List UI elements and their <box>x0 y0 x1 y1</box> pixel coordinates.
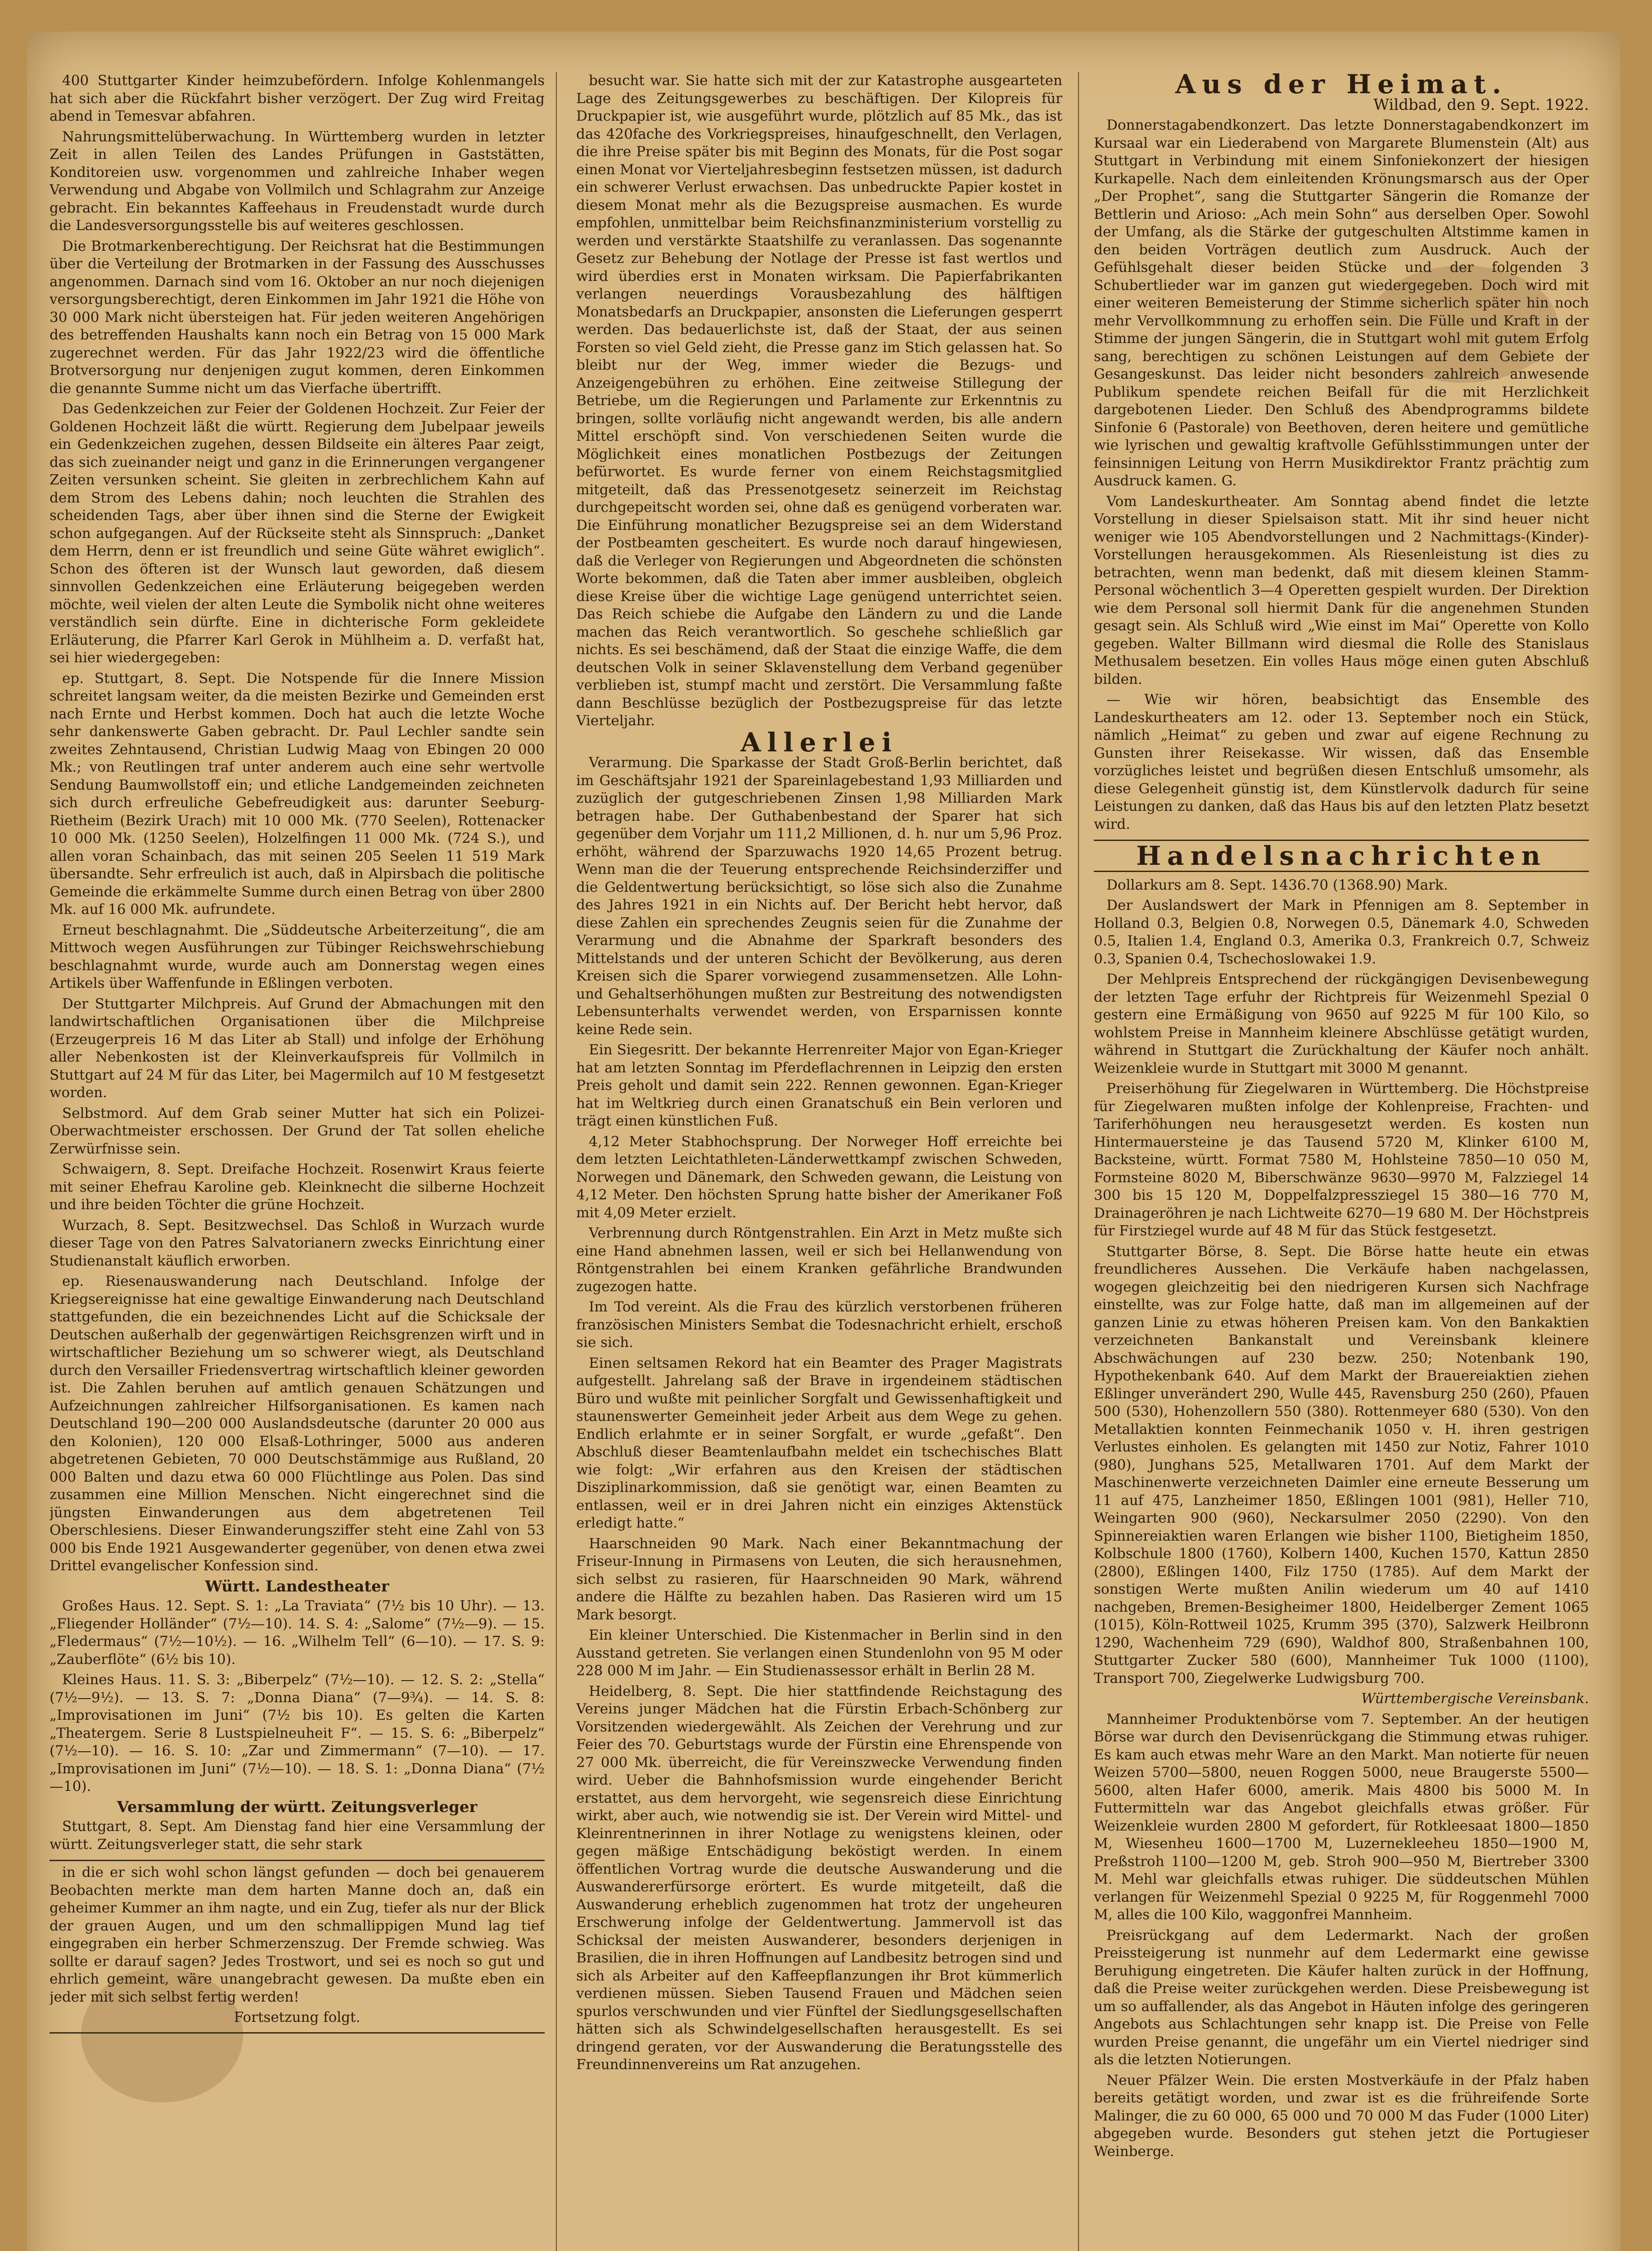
stuttgarter-boerse: Stuttgarter Börse, 8. Sept. Die Börse hatte heute ein etwas freundlicheres Aussehen. Die Verkäufe haben nachgelassen, wogegen gleichzeitig bei den niedrigeren Kursen sich Nachfrage einstellte, was zur Folge hatte, daß man im allgemeinen auf der ganzen Linie zu etwas höheren Preisen kam. Von den Bankaktien verzeichneten Bankanstalt und Vereinsbank kleinere Abschwächungen auf 230 bezw. 250; Notenbank 190, Hypothekenbank 640. Auf dem Markt der Brauereiaktien ziehen Eßlinger unverändert 290, Wulle 445, Ravensburg 250 (260), Pfauen 500 (530), Hohenzollern 550 (380). Rottenmeyer 680 (530). Von den Metallaktien konnten Feinmechanik 1050 v. H. ihren gestrigen Verlustes einholen. Es gelangten mit 1450 zur Notiz, Fahrer 1010 (980), Junghans 525, Metallwaren 1701. Auf dem Markt der Maschinenwerte verzeichneten Daimler eine erneute Besserung um 11 auf 475, Lanzheimer 1850, Eßlingen 1001 (981), Heller 710, Weingarten 900 (960), Neckarsulmer 2050 (2290). Von den Spinnereiaktien waren Erlangen wie bisher 1100, Bietigheim 1850, Kolbschule 1800 (1760), Kolbern 1400, Kuchen 1570, Kattun 2850 (2800), Eßlingen 1400, Filz 1750 (1785). Auf dem Markt der sonstigen Werte mußten Anilin wiederum um 40 auf 1410 nachgeben, Bremen-Besigheimer 1800, Heidelberger Zement 1065 (1015), Köln-Rottweil 1025, Krumm 395 (370), Salzwerk Heilbronn 1290, Wachenheim 729 (690), Waldhof 800, Straßenbahnen 100, Stuttgarter Zucker 580 (600), Mannheimer Tuk 1000 (1100), Transport 700, Ziegelwerke Ludwigsburg 700. <box>1094 1243 1589 1686</box>
boerse-signature: Württembergische Vereinsbank. <box>1361 1691 1589 1707</box>
mehlpreis: Der Mehlpreis Entsprechend der rückgängigen Devisenbewegung der letzten Tage erfuhr der Richtpreis für Weizenmehl Spezial 0 gestern eine Ermäßigung von 9650 auf 9225 M für 100 Kilo, so wohlstem Preise in Mannheim kleinere Abschlüsse getätigt wurden, während in Stuttgart die Zurückhaltung der Käufer noch anhält. Weizenkleie wurde in Stuttgart mit 3000 M genannt. <box>1094 971 1589 1076</box>
article-unterschied: Ein kleiner Unterschied. Die Kistenmacher in Berlin sind in den Ausstand getreten. Sie verlangen einen Stundenlohn von 95 M oder 228 000 M im Jahr. — Ein Studienassessor erhält in Berlin 28 M. <box>576 1627 1062 1679</box>
article-gedenkzeichen: Das Gedenkzeichen zur Feier der Goldenen Hochzeit. Zur Feier der Goldenen Hochzeit läßt die württ. Regierung dem Jubelpaar jeweils ein Gedenkzeichen zugehen, dessen Bildseite ein älteres Paar zeigt, das sich zueinander neigt und ganz in die Erinnerungen vergangener Zeiten versunken scheint. Sie gleiten in zerbrechlichem Kahn auf dem Strom des Lebens dahin; noch leuchten die Strahlen des scheidenden Tags, aber über ihnen sind die Sterne der Ewigkeit schon aufgegangen. Auf der Rückseite steht als Sinnspruch: „Danket dem Herrn, denn er ist freundlich und seine Güte währet ewiglich“. Schon des öfteren ist der Wunsch laut geworden, daß diesem sinnvollen Gedenkzeichen eine Erläuterung beigegeben werden möchte, weil vielen der alten Leute die Symbolik nicht ohne weiteres verständlich sein dürfte. Eine in dichterische Form gekleidete Erläuterung, die Pfarrer Karl Gerok in Mühlheim a. D. verfaßt hat, sei hier wiedergegeben: <box>50 401 545 666</box>
article-text: 400 Stuttgarter Kinder heimzubefördern. Infolge Kohlenmangels hat sich aber die Rückfahrt bisher verzögert. Der Zug wird Freitag abend in Temesvar abfahren. <box>50 72 545 124</box>
article-konzert: Donnerstagabendkonzert. Das letzte Donnerstagabendkonzert im Kursaal war ein Liederabend von Margarete Blumenstein (Alt) aus Stuttgart in Verbindung mit einem Sinfoniekonzert der hiesigen Kurkapelle. Nach dem einleitenden Krönungsmarsch aus der Oper „Der Prophet“, sang die Stuttgarter Sängerin die Romanze der Bettlerin und Arioso: „Ach mein Sohn“ aus derselben Oper. Sowohl der Umfang, als die Stärke der gutgeschulten Altstimme kamen in den beiden Vorträgen deutlich zum Ausdruck. Auch der Gefühlsgehalt dieser beiden Stücke und der folgenden 3 Schubertlieder war im ganzen gut wiedergegeben. Doch wird mit einer weiteren Bemeisterung der Stimme sicherlich später hin noch mehr Vervollkommnung zu erhoffen sein. Die Fülle und Kraft in der Stimme der jungen Sängerin, die in Stuttgart wohl mit gutem Erfolg sang, berechtigen zu schönen Leistungen auf dem Gebiete der Gesangeskunst. Das leider nicht besonders zahlreich anwesende Publikum spendete reichen Beifall für die mit Herzlichkeit dargebotenen Lieder. Den Schluß des Abendprogramms bildete Sinfonie 6 (Pastorale) von Beethoven, deren heitere und gemütliche wie lyrischen und gewaltig kraftvolle Gefühlsstimmungen unter der feinsinnigen Leitung von Herrn Musikdirektor Frantz prächtig zum Ausdruck kamen. G. <box>1094 117 1589 489</box>
newspaper-page <box>27 32 1620 2251</box>
verleger-continued: besucht war. Sie hatte sich mit der zur Katastrophe ausgearteten Lage des Zeitungsgewerbes zu beschäftigen. Der Kilopreis für Druckpapier ist, wie ausgeführt wurde, plötzlich auf 85 Mk., das ist das 420fache des Vorkriegspreises, hinaufgeschnellt, den Verlagen, die ihre Preise später bis mit Beginn des Monats, für die Post sogar einen Monat vor Vierteljahresbeginn festsetzen müssen, ist dadurch ein schwerer Verlust erwachsen. Das unbedruckte Papier kostet in diesem Monat mehr als die Bezugspreise ausmachen. Es wurde empfohlen, unmittelbar beim Reichsfinanzministerium vorstellig zu werden und verstärkte Staatshilfe zu veranlassen. Das sogenannte Gesetz zur Behebung der Notlage der Presse ist fast wertlos und wird überdies erst in Monaten wirksam. Die Papierfabrikanten verlangen neuerdings Vorausbezahlung des hälftigen Monatsbedarfs an Druckpapier, ansonsten die Lieferungen gesperrt werden. Das bedauerlichste ist, daß der Staat, der aus seinen Forsten so viel Geld zieht, die Presse ganz im Stich gelassen hat. So bleibt nur der Weg, immer wieder die Bezugs- und Anzeigengebühren zu erhöhen. Eine zeitweise Stillegung der Betriebe, um die Regierungen und Parlamente zur Erkenntnis zu bringen, sollte vorläufig nicht angewandt werden, bis alle andern Mittel erschöpft sind. Von verschiedenen Seiten wurde die Möglichkeit eines monatlichen Postbezugs der Zeitungen befürwortet. Es wurde ferner von einem Reichstagsmitglied mitgeteilt, daß das Pressenotgesetz seinerzeit im Reichstag durchgepeitscht worden sei, ohne daß es genügend vorberaten war. Die Einführung monatlicher Bezugspreise sei an dem Widerstand der Postbeamten gescheitert. Es wurde noch darauf hingewiesen, daß die Verleger von Regierungen und Abgeordneten die schönsten Worte bekommen, daß die Taten aber immer ausbleiben, obgleich diese Kreise über die wichtige Lage genügend unterrichtet seien. Das Reich schiebe die Aufgabe den Ländern zu und die Lande machen das Reich verantwortlich. So geschehe schließlich gar nichts. Es sei beschämend, daß der Staat die einzige Waffe, die dem deutschen Volk in seiner Sklavenstellung dem Verband gegenüber verblieben ist, stumpf macht und zerstört. Die Versammlung faßte dann Beschlüsse bezüglich der Postbezugspreise für das letzte Vierteljahr. <box>576 72 1062 729</box>
dollarkurs: Dollarkurs am 8. Sept. 1436.70 (1368.90) Mark. <box>1106 877 1448 893</box>
article-beschlagnahmt: Erneut beschlagnahmt. Die „Süddeutsche Arbeiterzeitung“, die am Mittwoch wegen Ausführungen zur Tübinger Reichswehrschiebung beschlagnahmt wurde, wurde auch am Donnerstag wegen eines Artikels über Waffenfunde in Eßlingen verboten. <box>50 922 545 991</box>
article-landeskurtheater: Vom Landeskurtheater. Am Sonntag abend findet die letzte Vorstellung in dieser Spielsaison statt. Mit ihr sind heuer nicht weniger wie 105 Abendvorstellungen und 2 Nachmittags-(Kinder)-Vorstellungen herausgekommen. Als Riesenleistung ist dies zu betrachten, wenn man bedenkt, daß mit diesem kleinen Stamm-Personal wöchentlich 3—4 Operetten gespielt wurden. Der Direktion wie dem Personal soll hiermit Dank für die angenehmen Stunden gesagt sein. Als Schluß wird „Wie einst im Mai“ Operette von Kollo gegeben. Walter Billmann wird diesmal die Rolle des Stanislaus Methusalem besetzen. Ein volles Haus möge einen guten Abschluß bilden. <box>1094 493 1589 687</box>
article-rekord: Einen seltsamen Rekord hat ein Beamter des Prager Magistrats aufgestellt. Jahrelang saß der Brave in irgendeinem städtischen Büro und wußte mit peinlicher Sorgfalt und Gewissenhaftigkeit und staunenswerter Gemeinheit jeder Arbeit aus dem Wege zu gehen. Endlich erlahmte er in seiner Sorgfalt, er wurde „gefaßt“. Den Abschluß dieser Beamtenlaufbahn meldet ein tschechisches Blatt wie folgt: „Wir erfahren aus den Kreisen der städtischen Disziplinarkommission, daß sie genötigt war, einen Beamten zu entlassen, weil er in drei Jahren nicht ein einziges Aktenstück erledigt hatte.“ <box>576 1355 1062 1531</box>
article-heidelberg: Heidelberg, 8. Sept. Die hier stattfindende Reichstagung des Vereins junger Mädchen hat die Fürstin Erbach-Schönberg zur Vorsitzenden wiedergewählt. Als Zeichen der Verehrung und zur Feier des 70. Geburtstags wurde der Fürstin eine Ehrenspende von 27 000 Mk. überreicht, die für Vereinszwecke Verwendung finden wird. Ueber die Bahnhofsmission wurde eingehender Bericht erstattet, aus dem hervorgeht, wie segensreich diese Einrichtung wirkt, aber auch, wie notwendig sie ist. Der Verein wird Mittel- und Kleinrentnerinnen in ihrer Notlage zu wenigstens kleinen, oder gegen mäßige Entschädigung beköstigt werden. In einem öffentlichen Vortrag wurde die deutsche Auswanderung und die Auswandererfürsorge erörtert. Es wurde mitgeteilt, daß die Auswanderung erheblich zugenommen hat trotz der ungeheuren Erschwerung infolge der Geldentwertung. Jammervoll ist das Schicksal der meisten Auswanderer, besonders derjenigen in Brasilien, die in ihren Hoffnungen auf Landbesitz betrogen sind und sich als Arbeiter auf den Kaffeepflanzungen ihr Brot kümmerlich verdienen müssen. Sieben Tausend Frauen und Mädchen seien spurlos verschwunden und vier Fünftel der Siedlungsgesellschaften hätten sich als Schwindelgesellschaften herausgestellt. Es sei dringend geraten, vor der Auswanderung die Beratungsstelle des Freundinnenvereins um Rat anzugehen. <box>576 1683 1062 2073</box>
article-tod-vereint: Im Tod vereint. Als die Frau des kürzlich verstorbenen früheren französischen Ministers Sembat die Todesnachricht erhielt, erschoß sie sich. <box>576 1299 1062 1351</box>
novel-text: in die er sich wohl schon längst gefunden — doch bei genauerem Beobachten merkte man dem harten Manne doch an, daß ein geheimer Kummer an ihm nagte, und ein Zug, tiefer als nur der Blick der grauen Augen, und um den schmallippigen Mund lag tief eingegraben ein herber Schmerzenszug. Der Fremde schwieg. Was sollte er darauf sagen? Jedes Trostwort, und sei es noch so gut und ehrlich gemeint, wäre unangebracht gewesen. Da mußte eben ein jeder mit sich selbst fertig werden! <box>50 1864 545 2005</box>
verleger-text: Stuttgart, 8. Sept. Am Dienstag fand hier eine Versammlung der württ. Zeitungsverleger statt, die sehr stark <box>50 1818 545 1853</box>
ziegelwaren: Preiserhöhung für Ziegelwaren in Württemberg. Die Höchstpreise für Ziegelwaren mußten infolge der Kohlenpreise, Frachten- und Tariferhöhungen neu herausgesetzt werden. Es kosten nun Hintermauersteine je das Tausend 5720 M, Klinker 6100 M, Backsteine, württ. Format 7580 M, Hohlsteine 7850—10 050 M, Formsteine 8020 M, Biberschwänze 9630—9970 M, Falzziegel 14 300 bis 15 120 M, Doppelfalzpressziegel 15 380—16 770 M, Drainageröhren je nach Lichtweite 6270—19 680 M. Der Höchstpreis für Firstziegel wurde auf 48 M für das Stück festgesetzt. <box>1094 1080 1589 1239</box>
serial-novel <box>50 1860 545 2034</box>
column-2 <box>576 72 1062 2251</box>
article-selbstmord: Selbstmord. Auf dem Grab seiner Mutter hat sich ein Polizei-Oberwachtmeister erschossen. Der Grund der Tat sollen eheliche Zerwürfnisse sein. <box>50 1105 545 1157</box>
article-verarmung: Verarmung. Die Sparkasse der Stadt Groß-Berlin berichtet, daß im Geschäftsjahr 1921 der Spareinlagebestand 1,93 Milliarden und zuzüglich der gutgeschriebenen Zinsen 1,98 Milliarden Mark betragen habe. Der Guthabenbestand der Sparer hat sich gegenüber dem Vorjahr um 111,2 Millionen, d. h. nur um 5,96 Proz. erhöht, während der Sparzuwachs 1920 14,65 Prozent betrug. Wenn man die der Teuerung entsprechende Reichsinderziffer und die Geldentwertung berücksichtigt, so löse sich also die Zunahme des Jahres 1921 in ein Nichts auf. Der Bericht hebt hervor, daß diese Zahlen ein sprechendes Zeugnis seien für die Zunahme der Verarmung und die Abnahme der Sparkraft besonders des Mittelstands und der unteren Schicht der Bevölkerung, aus deren Kreisen sich die Sparer vorwiegend zusammensetzen. Alle Lohn- und Gehaltserhöhungen mußten zur Bestreitung des notwendigsten Lebensunterhalts verwendet werden, von Ersparnissen konnte keine Rede sein. <box>576 755 1062 1038</box>
column-rule <box>1078 72 1079 2251</box>
article-stabhochsprung: 4,12 Meter Stabhochsprung. Der Norweger Hoff erreichte bei dem letzten Leichtathleten-Länderwettkampf zwischen Schweden, Norwegen und Dänemark, den Schweden gewann, die Leistung von 4,12 Meter. Den höchsten Sprung hatte bisher der Amerikaner Foß mit 4,09 Meter erzielt. <box>576 1133 1062 1221</box>
verleger-heading: Versammlung der württ. Zeitungsverleger <box>117 1798 478 1816</box>
produktenboerse: Mannheimer Produktenbörse vom 7. September. An der heutigen Börse war durch den Devisenrückgang die Stimmung etwas ruhiger. Es kam auch etwas mehr Ware an den Markt. Man notierte für neuen Weizen 5700—5800, neuen Roggen 5000, neue Braugerste 5500—5600, alten Hafer 6000, amerik. Mais 4800 bis 5000 M. In Futtermitteln war das Angebot gleichfalls etwas größer. Für Weizenkleie wurden 2800 M gefordert, für Rotkleesaat 1800—1850 M, Wiesenheu 1600—1700 M, Luzernekleeheu 1850—1900 M, Preßstroh 1100—1200 M, geb. Stroh 900—950 M, Biertreber 3300 M. Mehl war gleichfalls etwas ruhiger. Die süddeutschen Mühlen verlangen für Weizenmehl Spezial 0 9225 M, für Roggenmehl 7000 M, alles die 100 Kilo, waggonfrei Mannheim. <box>1094 1711 1589 1923</box>
article-heimat-stueck: — Wie wir hören, beabsichtigt das Ensemble des Landeskurtheaters am 12. oder 13. September noch ein Stück, nämlich „Heimat“ zu geben und zwar auf eigene Rechnung zu Gunsten ihrer Reisekasse. Wir wissen, daß das Ensemble vorzügliches leistet und begrüßen diesen Entschluß umsomehr, als diese Gelegenheit günstig ist, dem Künstlervolk dadurch für seine Leistungen zu danken, daß das Haus bis auf den letzten Platz besetzt wird. <box>1094 692 1589 832</box>
article-besitzwechsel: Wurzach, 8. Sept. Besitzwechsel. Das Schloß in Wurzach wurde dieser Tage von den Patres Salvatorianern zwecks Einrichtung einer Studienanstalt käuflich erworben. <box>50 1217 545 1269</box>
handels-heading: Handelsnachrichten <box>1136 841 1547 871</box>
ledermarkt: Preisrückgang auf dem Ledermarkt. Nach der großen Preissteigerung ist nunmehr auf dem Ledermarkt eine gewisse Beruhigung eingetreten. Die Käufer halten zurück in der Hoffnung, daß die Preise weiter zurückgehen werden. Diese Preisbewegung ist um so auffallender, als das Angebot in Häuten infolge des geringeren Angebots aus Schlachtungen sehr knapp ist. Die Preise von Felle wurden Preise genannt, die ungefähr um ein Viertel niedriger sind als die letzten Notierungen. <box>1094 1927 1589 2068</box>
pfaelzer-wein: Neuer Pfälzer Wein. Die ersten Mostverkäufe in der Pfalz haben bereits getätigt worden, und zwar ist es die frühreifende Sorte Malinger, die zu 60 000, 65 000 und 70 000 M das Fuder (1000 Liter) abgegeben wurde. Besonders gut stehen jetzt die Portugieser Weinberge. <box>1094 2072 1589 2160</box>
dateline: Wildbad, den 9. Sept. 1922. <box>1373 95 1589 114</box>
article-einwanderung: ep. Riesenauswanderung nach Deutschland. Infolge der Kriegsereignisse hat eine gewaltige Einwanderung nach Deutschland stattgefunden, die ein bezeichnendes Licht auf die Schicksale der Deutschen außerhalb der gegenwärtigen Reichsgrenzen wirft und in wirtschaftlicher Beziehung um so schwerer wiegt, als Deutschland durch den Versailler Friedensvertrag wirtschaftlich kleiner geworden ist. Die Zahlen beruhen auf amtlich genauen Schätzungen und Aufzeichnungen zahlreicher Hilfsorganisationen. Es kamen nach Deutschland 190—200 000 Auslandsdeutsche (darunter 20 000 aus den Kolonien), 120 000 Elsaß-Lothringer, 5000 aus anderen abgetretenen Gebieten, 70 000 Deutschstämmige aus Rußland, 20 000 Balten und dazu etwa 60 000 Flüchtlinge aus Polen. Das sind zusammen eine Million Menschen. Nicht eingerechnet sind die jüngsten Einwanderungen aus dem abgetretenen Teil Oberschlesiens. Dieser Einwanderungsziffer steht eine Zahl von 53 000 bis Ende 1921 Ausgewanderter gegenüber, von denen etwa zwei Drittel evangelischer Konfession sind. <box>50 1273 545 1574</box>
column-rule <box>556 72 557 2251</box>
article-roentgen: Verbrennung durch Röntgenstrahlen. Ein Arzt in Metz mußte sich eine Hand abnehmen lassen, weil er sich bei Hellanwendung von Röntgenstrahlen bei einem Kranken gefährliche Brandwunden zugezogen hatte. <box>576 1225 1062 1295</box>
article-brotmarken: Die Brotmarkenberechtigung. Der Reichsrat hat die Bestimmungen über die Verteilung der Brotmarken in der Fassung des Ausschusses angenommen. Darnach sind vom 16. Oktober an nur noch diejenigen versorgungsberechtigt, deren Einkommen im Jahr 1921 die Höhe von 30 000 Mark nicht übersteigen hat. Für jeden weiteren Angehörigen des betreffenden Haushalts kann noch ein Betrag von 15 000 Mark zugerechnet werden. Für das Jahr 1922/23 wird die öffentliche Brotversorgung nur denjenigen zugut kommen, deren Einkommen die genannte Summe nicht um das Vierfache übertrifft. <box>50 238 545 397</box>
article-milchpreis: Der Stuttgarter Milchpreis. Auf Grund der Abmachungen mit den landwirtschaftlichen Organisationen über die Milchpreise (Erzeugerpreis 16 M das Liter ab Stall) und infolge der Erhöhung aller Nebenkosten ist der Kleinverkaufspreis für Vollmilch in Stuttgart auf 24 M für das Liter, bei Magermilch auf 10 M festgesetzt worden. <box>50 995 545 1101</box>
allerlei-heading: Allerlei <box>740 727 898 758</box>
column-1 <box>50 72 545 2251</box>
column-3 <box>1094 72 1589 2251</box>
auslandswert: Der Auslandswert der Mark in Pfennigen am 8. September in Holland 0.3, Belgien 0.8, Norwegen 0.5, Dänemark 4.0, Schweden 0.5, Italien 1.4, England 0.3, Amerika 0.3, Frankreich 0.7, Schweiz 0.3, Spanien 0.4, Tschechoslowakei 1.9. <box>1094 897 1589 967</box>
theater-kleines-haus: Kleines Haus. 11. S. 3: „Biberpelz“ (7½—10). — 12. S. 2: „Stella“ (7½—9½). — 13. S. 7: „Donna Diana“ (7—9¾). — 14. S. 8: „Improvisationen im Juni“ (7½ bis 10). Es gelten die Karten „Theatergem. Serie 8 Lustspielneuheit F“. — 15. S. 6: „Biberpelz“ (7½—10). — 16. S. 10: „Zar und Zimmermann“ (7—10). — 17. „Improvisationen im Juni“ (7½—10). — 18. S. 1: „Donna Diana“ (7½—10). <box>50 1672 545 1794</box>
theater-grosses-haus: Großes Haus. 12. Sept. S. 1: „La Traviata“ (7½ bis 10 Uhr). — 13. „Fliegender Holländer“ (7½—10). 14. S. 4: „Salome“ (7½—9). — 15. „Fledermaus“ (7½—10½). — 16. „Wilhelm Tell“ (6—10). — 17. S. 9: „Zauberflöte“ (6½ bis 10). <box>50 1598 545 1668</box>
novel-continued: Fortsetzung folgt. <box>234 2009 361 2025</box>
article-nahrungsmittel: Nahrungsmittelüberwachung. In Württemberg wurden in letzter Zeit in allen Teilen des Landes Prüfungen in Gaststätten, Konditoreien usw. vorgenommen und zahlreiche Inhaber wegen Verwendung und Abgabe von Vollmilch und Schlagrahm zur Anzeige gebracht. Ein bekanntes Kaffeehaus in Freudenstadt wurde durch die Landesversorgungsstelle bis auf weiteres geschlossen. <box>50 128 545 234</box>
heimat-heading: Aus der Heimat. <box>1175 72 1508 99</box>
article-siegesritt: Ein Siegesritt. Der bekannte Herrenreiter Major von Egan-Krieger hat am letzten Sonntag im Pferdeflachrennen in Leipzig den ersten Preis geholt und damit sein 222. Rennen gewonnen. Egan-Krieger hat im Weltkrieg durch einen Granatschuß ein Bein verloren und trägt einen künstlichen Fuß. <box>576 1042 1062 1129</box>
theater-heading: Württ. Landestheater <box>205 1577 389 1596</box>
article-hochzeit: Schwaigern, 8. Sept. Dreifache Hochzeit. Rosenwirt Kraus feierte mit seiner Ehefrau Karoline geb. Kleinknecht die silberne Hochzeit und ihre beiden Töchter die grüne Hochzeit. <box>50 1161 545 1213</box>
article-haarschneiden: Haarschneiden 90 Mark. Nach einer Bekanntmachung der Friseur-Innung in Pirmasens von Leuten, die sich herausnehmen, sich selbst zu rasieren, für Haarschneiden 90 Mark, während andere die Hälfte zu bezahlen haben. Das Rasieren wird um 15 Mark besorgt. <box>576 1535 1062 1623</box>
article-notspende: ep. Stuttgart, 8. Sept. Die Notspende für die Innere Mission schreitet langsam weiter, da die meisten Bezirke und Gemeinden erst nach Ernte und Herbst kommen. Doch hat auch die letzte Woche sehr dankenswerte Gaben gebracht. Dr. Paul Lechler sandte sein zweites Zehntausend, Christian Ludwig Maag von Ebingen 20 000 Mk.; von Reutlingen traf unter anderem auch eine sehr wertvolle Sendung Baumwollstoff ein; und etliche Landgemeinden zeichneten sich durch erfreuliche Gebefreudigkeit aus: darunter Seeburg-Rietheim (Bezirk Urach) mit 10 000 Mk. (770 Seelen), Rottenacker 10 000 Mk. (1250 Seelen), Holzelfingen 11 000 Mk. (724 S.), und allen voran Schainbach, das mit seinen 205 Seelen 11 519 Mark übersandte. Sehr erfreulich ist auch, daß in Alpirsbach die politische Gemeinde die erkämmelte Summe durch einen Betrag von über 2800 Mk. auf 16 000 Mk. aufrundete. <box>50 670 545 918</box>
handels-section <box>1094 840 1589 872</box>
